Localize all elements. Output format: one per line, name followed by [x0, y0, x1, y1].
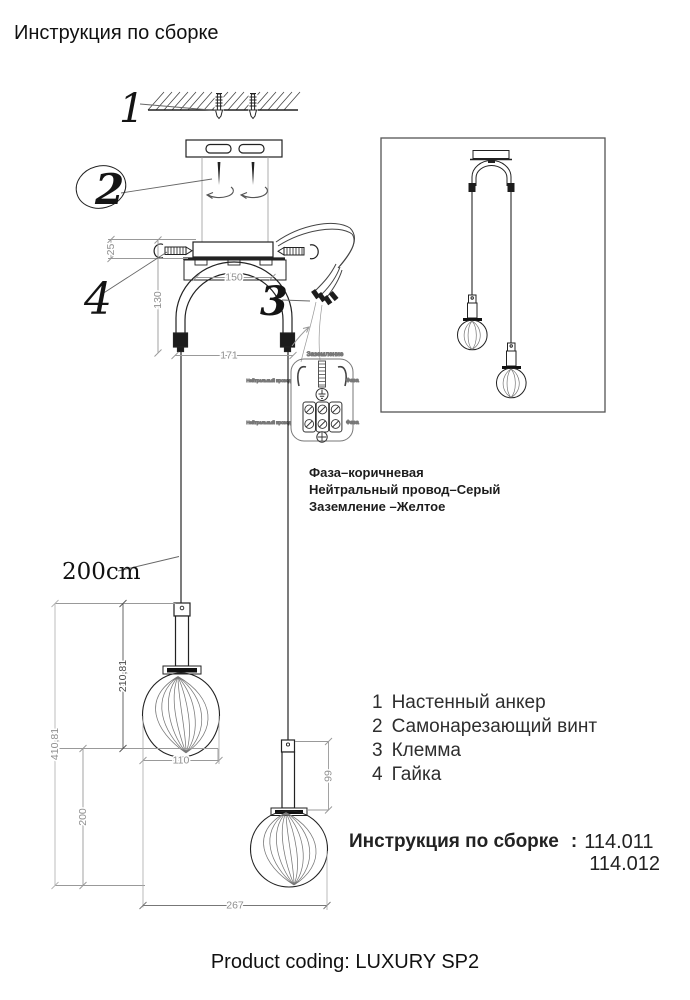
rotation-arrow-icons: [207, 187, 267, 199]
dim-210-label: 210,81: [116, 659, 129, 693]
pendant-left: [143, 603, 220, 757]
terminal-neutral-bottom-label: Нейтральный провод: [246, 420, 291, 425]
codes-colon: :: [570, 831, 578, 852]
dim-150-label: 150: [225, 271, 243, 284]
terminal-block: [246, 351, 359, 442]
page-title: Инструкция по сборке: [14, 22, 219, 44]
codes-block: [349, 831, 660, 875]
terminal-ground-label: Заземление: [306, 351, 344, 358]
step-3-numeral: 3: [260, 278, 288, 325]
terminal-phase-top-label: Фаза: [346, 378, 359, 384]
part-row-terminal: [372, 739, 597, 763]
wire-color-legend: [309, 464, 500, 515]
part-row-nut: [372, 763, 597, 787]
step-1-numeral: 1: [119, 86, 145, 132]
step-numerals: [71, 86, 287, 325]
part-row-anchor: [372, 691, 597, 715]
part-label: Самонарезающий винт: [391, 716, 598, 737]
product-coding: Product coding: LUXURY SP2: [210, 951, 480, 973]
inset-pendant-left: [458, 295, 488, 350]
projection-guide-lines: [202, 157, 268, 242]
dim-267-label: 267: [226, 899, 244, 912]
codes-values: [584, 831, 660, 875]
part-label: Клемма: [391, 740, 461, 761]
step-4-numeral: 4: [84, 274, 112, 325]
anchor-bolts: [215, 91, 258, 119]
dim-171-label: 171: [220, 349, 238, 362]
dim-130-label: 130: [151, 291, 164, 309]
dim-110-label: 110: [172, 754, 190, 767]
part-number: 2: [372, 716, 383, 737]
part-number: 1: [372, 692, 383, 713]
part-label: Гайка: [391, 764, 442, 785]
leader-lines: [101, 104, 311, 571]
legend-neutral-line: Нейтральный провод–Серый: [309, 482, 501, 497]
pendant-right: [251, 740, 328, 887]
legend-phase-line: Фаза–коричневая: [309, 465, 424, 480]
dim-25-label: 25: [104, 243, 117, 256]
dim-200-label: 200: [76, 808, 89, 826]
dim-410-label: 410,81: [48, 727, 61, 761]
dim-99-label: 99: [322, 770, 335, 782]
inset-pendant-right: [497, 343, 527, 398]
part-number: 4: [372, 764, 383, 785]
suspension-cords: [181, 352, 288, 740]
mounting-bracket: [186, 140, 282, 157]
ground-symbol-icon: [319, 390, 326, 399]
code-value-2: 114.012: [589, 853, 661, 875]
part-number: 3: [372, 740, 383, 761]
code-value-1: 114.011: [584, 831, 654, 853]
cord-length-label: 200cm: [62, 559, 141, 585]
terminal-neutral-top-label: Нейтральный провод: [246, 378, 291, 383]
tapping-screws: [207, 162, 267, 199]
legend-ground-line: Заземление –Желтое: [309, 499, 446, 514]
assembled-lamp-inset: [381, 138, 605, 412]
part-label: Настенный анкер: [391, 692, 546, 713]
part-row-screw: [372, 715, 597, 739]
step-2-numeral: 2: [95, 165, 125, 214]
codes-label: Инструкция по сборке: [349, 831, 559, 852]
ceiling-hatch: [148, 92, 300, 110]
terminal-phase-bottom-label: Фаза: [346, 420, 359, 426]
parts-list: [372, 691, 597, 787]
